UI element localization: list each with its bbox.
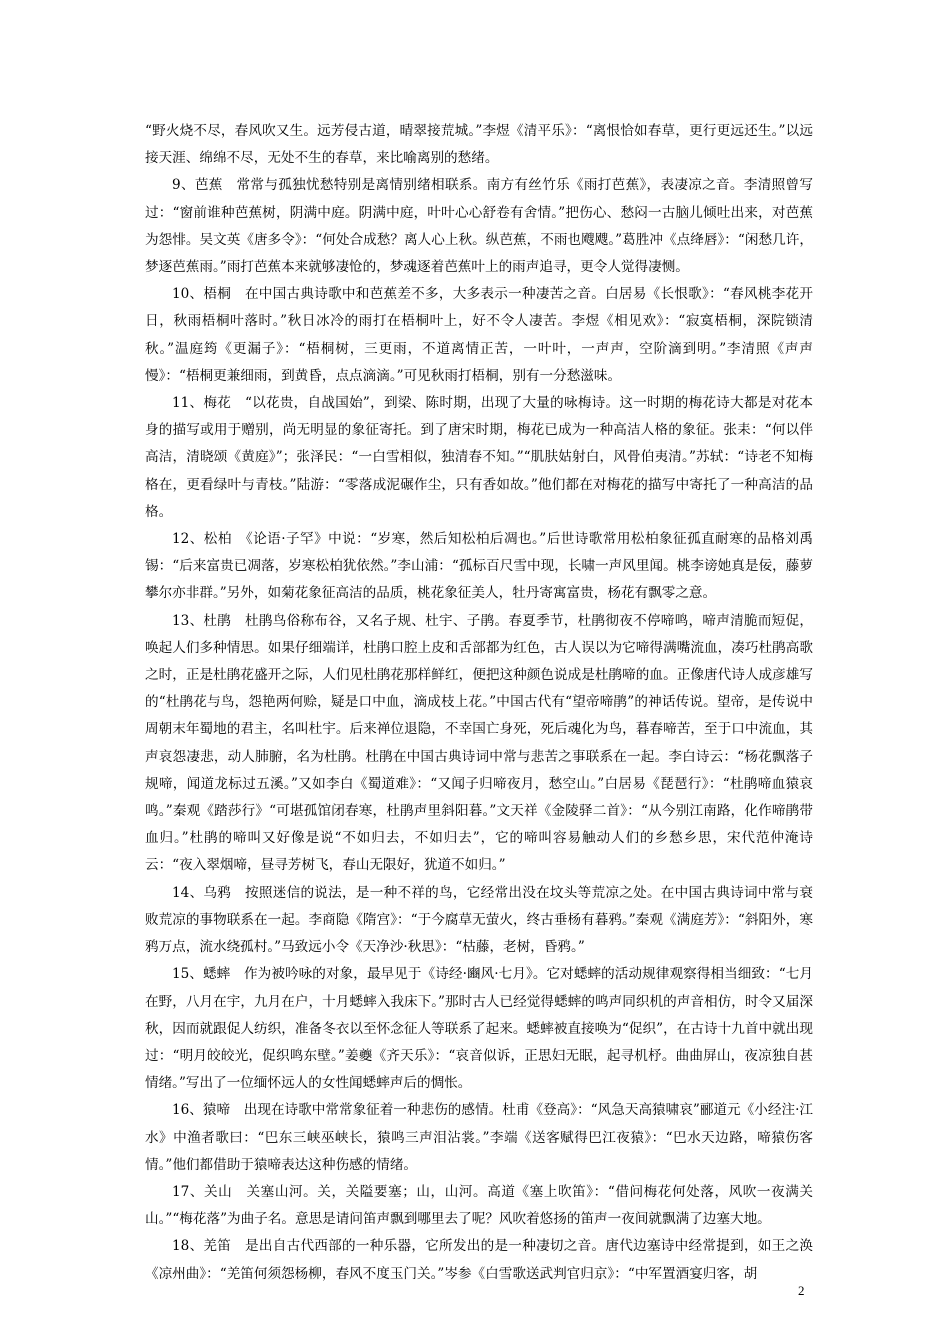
paragraph-qiang-flute: 18、羌笛 是出自古代西部的一种乐器，它所发出的是一种凄切之音。唐代边塞诗中经常提到，如王之涣《凉州曲》：“羌笛何须怨杨柳，春风不度玉门关。”岑参《白雪歌送武判官归京》：“中军置酒宴归客，胡 bbox=[145, 1238, 813, 1282]
page-number: 2 bbox=[798, 1283, 805, 1298]
paragraph-crow: 14、乌鸦 按照迷信的说法，是一种不祥的鸟，它经常出没在坟头等荒凉之处。在中国古典诗词中常与衰败荒凉的事物联系在一起。李商隐《隋宫》：“于今腐草无萤火，终古垂杨有暮鸦。”秦观《满庭芳》：“斜阳外，寒鸦万点，流水绕孤村。”马致远小令《天净沙·秋思》：“枯藤，老树，昏鸦。” bbox=[145, 884, 813, 956]
body-text bbox=[145, 118, 813, 1288]
paragraph-pine-cypress: 12、松柏 《论语·子罕》中说：“岁寒，然后知松柏后凋也。”后世诗歌常用松柏象征孤直耐寒的品格刘禹锡：“后来富贵已凋落，岁寒松柏犹依然。”李山浦：“孤标百尺雪中现，长啸一声风里闻。桃李谤她真是佞，藤萝攀尔亦非群。”另外，如菊花象征高洁的品质，桃花象征美人，牡丹寄寓富贵，杨花有飘零之意。 bbox=[145, 531, 813, 602]
paragraph-plantain: 9、芭蕉 常常与孤独忧愁特别是离情别绪相联系。南方有丝竹乐《雨打芭蕉》，表凄凉之音。李清照曾写过：“窗前谁种芭蕉树，阴满中庭。阴满中庭，叶叶心心舒卷有舍情。”把伤心、愁闷一古脑儿倾吐出来，对芭蕉为怨悱。吴文英《唐多令》：“何处合成愁？离人心上秋。纵芭蕉，不雨也飕飕。”葛胜冲《点绛唇》：“闲愁几许，梦逐芭蕉雨。”雨打芭蕉本来就够凄怆的，梦魂逐着芭蕉叶上的雨声追寻，更令人觉得凄恻。 bbox=[145, 177, 813, 276]
paragraph-continuation: “野火烧不尽，春风吹又生。远芳侵古道，晴翠接荒城。”李煜《清平乐》：“离恨恰如春草，更行更远还生。”以远接天涯、绵绵不尽，无处不生的春草，来比喻离别的愁绪。 bbox=[145, 123, 813, 167]
paragraph-wutong: 10、梧桐 在中国古典诗歌中和芭蕉差不多，大多表示一种凄苦之音。白居易《长恨歌》：“春风桃李花开日，秋雨梧桐叶落时。”秋日冰冷的雨打在梧桐叶上，好不令人凄苦。李煜《相见欢》：“寂寞梧桐，深院锁清秋。”温庭筠《更漏子》：“梧桐树，三更雨，不道离情正苦，一叶叶，一声声，空阶滴到明。”李清照《声声慢》：“梧桐更兼细雨，到黄昏，点点滴滴。”可见秋雨打梧桐，别有一分愁滋味。 bbox=[145, 286, 813, 384]
paragraph-plum-blossom: 11、梅花 “以花贵，自战国始”，到梁、陈时期，出现了大量的咏梅诗。这一时期的梅花诗大都是对花本身的描写或用于赠别，尚无明显的象征寄托。到了唐宋时期，梅花已成为一种高洁人格的象征。张耒：“何以伴高洁，清晓颂《黄庭》”；张泽民：“一白雪相似，独清春不知。”“肌肤姑射白，风骨伯夷清。”苏轼：“诗老不知梅格在，更看绿叶与青枝。”陆游：“零落成泥碾作尘，只有香如故。”他们都在对梅花的描写中寄托了一种高洁的品格。 bbox=[145, 395, 813, 520]
paragraph-cricket: 15、蟋蟀 作为被吟咏的对象，最早见于《诗经·豳风·七月》。它对蟋蟀的活动规律观察得相当细致：“七月在野，八月在宇，九月在户，十月蟋蟀入我床下。”那时古人已经觉得蟋蟀的鸣声同织机的声音相仿，时令又届深秋，因而就跟促人纺织，准备冬衣以至怀念征人等联系了起来。蟋蟀被直接唤为“促织”，在古诗十九首中就出现过：“明月皎皎光，促织鸣东壁。”姜夔《齐天乐》：“哀音似诉，正思妇无眠，起寻机杼。曲曲屏山，夜凉独自甚情绪。”写出了一位缅怀远人的女性闻蟋蟀声后的惆怅。 bbox=[145, 966, 813, 1092]
paragraph-guanshan: 17、关山 关塞山河。关，关隘要塞；山，山河。高道《塞上吹笛》：“借问梅花何处落，风吹一夜满关山。”“梅花落”为曲子名。意思是请问笛声飘到哪里去了呢？风吹着悠扬的笛声一夜间就飘满了边塞大地。 bbox=[145, 1183, 813, 1228]
paragraph-cuckoo: 13、杜鹃 杜鹃鸟俗称布谷，又名子规、杜宇、子鹃。春夏季节，杜鹃彻夜不停啼鸣，啼声清脆而短促，唤起人们多种情思。如果仔细端详，杜鹃口腔上皮和舌部都为红色，古人误以为它啼得满嘴流血，凑巧杜鹃高歌之时，正是杜鹃花盛开之际，人们见杜鹃花那样鲜红，便把这种颜色说成是杜鹃啼的血。正像唐代诗人成彦雄写的“杜鹃花与鸟，怨艳两何赊，疑是口中血，滴成枝上花。”中国古代有“望帝啼鹃”的神话传说。望帝，是传说中周朝末年蜀地的君主，名叫杜宇。后来禅位退隐，不幸国亡身死，死后魂化为鸟，暮春啼苦，至于口中流血，其声哀怨凄悲，动人肺腑，名为杜鹃。杜鹃在中国古典诗词中常与悲苦之事联系在一起。李白诗云：“杨花飘落子规啼，闻道龙标过五溪。”又如李白《蜀道难》：“又闻子归啼夜月，愁空山。”白居易《琵琶行》：“杜鹃啼血猿哀鸣。”秦观《踏莎行》“可堪孤馆闭春寒，杜鹃声里斜阳暮。”文天祥《金陵驿二首》：“从今别江南路，化作啼鹃带血归。”杜鹃的啼叫又好像是说“不如归去，不如归去”，它的啼叫容易触动人们的乡愁乡思，宋代范仲淹诗云：“夜入翠烟啼，昼寻芳树飞，春山无限好，犹道不如归。” bbox=[145, 612, 813, 874]
paragraph-ape-cry: 16、猿啼 出现在诗歌中常常象征着一种悲伤的感情。杜甫《登高》：“风急天高猿啸哀”郦道元《小经注·江水》中渔者歌曰：“巴东三峡巫峡长，猿鸣三声泪沾裳。”李端《送客赋得巴江夜猿》：“巴水天边路，啼猿伤客情。”他们都借助于猿啼表达这种伤感的情绪。 bbox=[145, 1102, 813, 1173]
